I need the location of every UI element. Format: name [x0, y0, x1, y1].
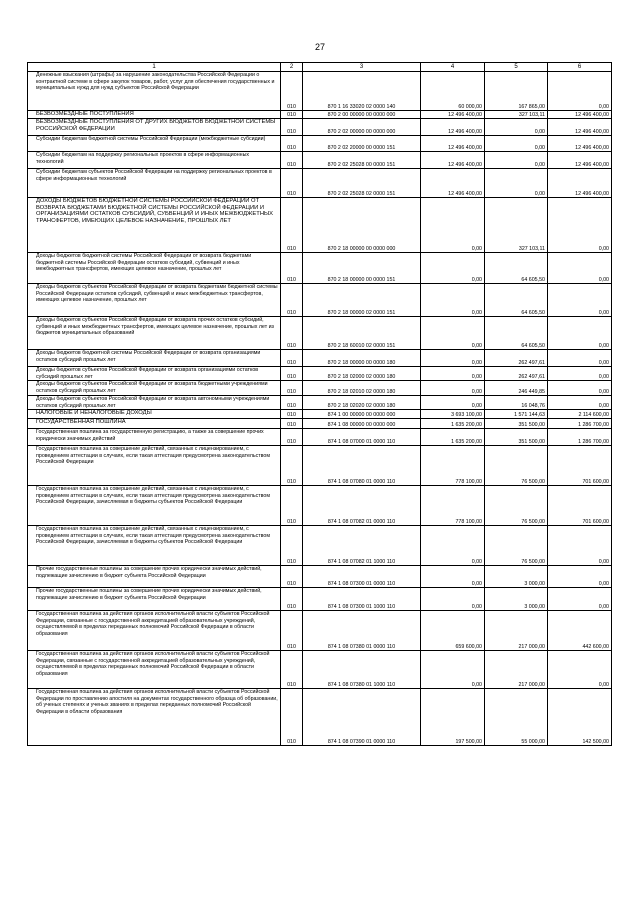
row-line-code-cell: 010 — [281, 198, 303, 253]
row-executed-cell: 217 000,00 — [485, 611, 548, 651]
row-remaining-cell: 0,00 — [548, 72, 612, 111]
row-line-code-cell: 010 — [281, 611, 303, 651]
row-line-code-cell: 010 — [281, 253, 303, 284]
row-name-text: Государственная пошлина за совершение действий, связанных с лицензированием, с проведением аттестации в случаях, если такая аттестация предусмотрена законодательством Российской Федерации, зачисляемая в бюджеты субъектов Российской Федерации — [36, 486, 271, 505]
table-row — [28, 253, 612, 284]
row-name-text: Доходы бюджетов субъектов Российской Федерации от возврата бюджетными учреждениями остатков субсидий прошлых лет — [36, 381, 268, 394]
row-name-cell — [28, 419, 281, 429]
row-executed-cell: 0,00 — [485, 152, 548, 169]
row-budget-code-cell: 870 2 02 25028 00 0000 151 — [303, 152, 421, 169]
row-name-cell — [28, 253, 281, 284]
row-name-cell — [28, 169, 281, 198]
row-budget-code-cell: 870 2 18 00000 00 0000 151 — [303, 253, 421, 284]
row-name-cell — [28, 486, 281, 526]
table-row — [28, 588, 612, 611]
table-row — [28, 486, 612, 526]
row-name-text: Государственная пошлина за совершение действий, связанных с лицензированием, с проведением аттестации в случаях, если такая аттестация предусмотрена законодательством Российской Федерации — [36, 446, 271, 465]
row-name-text: Государственная пошлина за действия органов исполнительной власти субъектов Российской Федерации по проставлению апостиля на документах государственного образца об образовании, об ученых степенях и ученых званиях в пределах переданных полномочий Российской Федерации в области образования — [36, 689, 278, 715]
row-name-cell — [28, 111, 281, 119]
row-plan-cell: 0,00 — [421, 588, 485, 611]
row-name-text: Субсидии бюджетам на поддержку региональных проектов в сфере информационных технологий — [36, 152, 250, 165]
row-executed-cell: 0,00 — [485, 119, 548, 136]
row-name-cell — [28, 566, 281, 588]
row-executed-cell: 0,00 — [485, 169, 548, 198]
row-name-text: Государственная пошлина за действия органов исполнительной власти субъектов Российской Федерации, связанные с государственной аккредитацией образовательных учреждений, осуществляемой в пределах переданных полномочий Российской Федерации в области образования — [36, 651, 270, 677]
row-name-cell — [28, 588, 281, 611]
row-executed-cell: 64 605,50 — [485, 317, 548, 350]
row-budget-code-cell: 874 1 08 00000 00 0000 000 — [303, 419, 421, 429]
row-name-cell — [28, 317, 281, 350]
row-name-cell — [28, 429, 281, 446]
table-row — [28, 396, 612, 410]
table-row — [28, 119, 612, 136]
row-line-code-cell: 010 — [281, 419, 303, 429]
row-plan-cell: 12 496 400,00 — [421, 119, 485, 136]
column-header: 3 — [303, 63, 421, 72]
row-plan-cell: 1 635 200,00 — [421, 429, 485, 446]
table-row — [28, 152, 612, 169]
row-name-text: Субсидии бюджетам бюджетной системы Российской Федерации (межбюджетные субсидии) — [36, 136, 266, 142]
row-line-code-cell: 010 — [281, 566, 303, 588]
row-name-cell — [28, 119, 281, 136]
table-row — [28, 446, 612, 486]
row-name-cell — [28, 284, 281, 317]
row-budget-code-cell: 874 1 08 07082 01 0000 110 — [303, 486, 421, 526]
row-line-code-cell: 010 — [281, 367, 303, 381]
row-budget-code-cell: 870 1 16 33020 02 0000 140 — [303, 72, 421, 111]
row-remaining-cell: 0,00 — [548, 381, 612, 396]
row-name-text: Доходы бюджетов субъектов Российской Федерации от возврата организациями остатков субсидий прошлых лет — [36, 367, 259, 380]
row-budget-code-cell: 874 1 08 07390 01 0000 110 — [303, 689, 421, 746]
column-header: 6 — [548, 63, 612, 72]
row-remaining-cell: 12 496 400,00 — [548, 136, 612, 152]
row-line-code-cell: 010 — [281, 317, 303, 350]
row-plan-cell: 0,00 — [421, 381, 485, 396]
row-name-text: БЕЗВОЗМЕЗДНЫЕ ПОСТУПЛЕНИЯ ОТ ДРУГИХ БЮДЖЕТОВ БЮДЖЕТНОЙ СИСТЕМЫ РОССИЙСКОЙ ФЕДЕРАЦИИ — [36, 119, 276, 132]
row-line-code-cell: 010 — [281, 446, 303, 486]
table-row — [28, 198, 612, 253]
row-executed-cell: 1 571 144,63 — [485, 410, 548, 419]
row-remaining-cell: 12 496 400,00 — [548, 152, 612, 169]
row-budget-code-cell: 870 2 02 20000 00 0000 151 — [303, 136, 421, 152]
table-row — [28, 284, 612, 317]
row-plan-cell: 197 500,00 — [421, 689, 485, 746]
row-executed-cell: 0,00 — [485, 136, 548, 152]
page-number: 27 — [314, 42, 325, 52]
row-name-cell — [28, 198, 281, 253]
row-budget-code-cell: 870 2 02 00000 00 0000 000 — [303, 119, 421, 136]
row-budget-code-cell: 874 1 08 07300 01 0000 110 — [303, 566, 421, 588]
row-line-code-cell: 010 — [281, 381, 303, 396]
row-name-cell — [28, 651, 281, 689]
table-row — [28, 429, 612, 446]
table-row — [28, 136, 612, 152]
row-name-text: Прочие государственные пошлины за совершение прочих юридически значимых действий, подлежащие зачислению в бюджет субъекта Российской Федерации — [36, 566, 262, 579]
row-plan-cell: 0,00 — [421, 367, 485, 381]
row-line-code-cell: 010 — [281, 588, 303, 611]
row-remaining-cell: 12 496 400,00 — [548, 111, 612, 119]
row-executed-cell: 76 500,00 — [485, 486, 548, 526]
row-name-cell — [28, 367, 281, 381]
row-name-text: Субсидии бюджетам субъектов Российской Федерации на поддержку региональных проектов в сфере информационных технологий — [36, 169, 272, 182]
column-header: 5 — [485, 63, 548, 72]
row-name-text: Государственная пошлина за государственную регистрацию, а также за совершение прочих юридически значимых действий — [36, 429, 264, 442]
table-row — [28, 526, 612, 566]
row-budget-code-cell: 870 2 18 02000 02 0000 180 — [303, 367, 421, 381]
row-name-text: НАЛОГОВЫЕ И НЕНАЛОГОВЫЕ ДОХОДЫ — [36, 410, 152, 416]
row-remaining-cell: 12 496 400,00 — [548, 119, 612, 136]
table-row — [28, 381, 612, 396]
row-line-code-cell: 010 — [281, 429, 303, 446]
row-remaining-cell: 0,00 — [548, 651, 612, 689]
row-remaining-cell: 0,00 — [548, 588, 612, 611]
table-row — [28, 367, 612, 381]
table-row — [28, 169, 612, 198]
row-plan-cell: 12 496 400,00 — [421, 152, 485, 169]
row-plan-cell: 60 000,00 — [421, 72, 485, 111]
row-line-code-cell: 010 — [281, 396, 303, 410]
row-line-code-cell: 010 — [281, 350, 303, 367]
table-row — [28, 611, 612, 651]
row-executed-cell: 55 000,00 — [485, 689, 548, 746]
row-name-text: ГОСУДАРСТВЕННАЯ ПОШЛИНА — [36, 419, 126, 425]
row-budget-code-cell: 870 2 02 25028 02 0000 151 — [303, 169, 421, 198]
row-name-text: БЕЗВОЗМЕЗДНЫЕ ПОСТУПЛЕНИЯ — [36, 111, 134, 117]
row-line-code-cell: 010 — [281, 152, 303, 169]
row-executed-cell: 76 500,00 — [485, 446, 548, 486]
row-name-cell — [28, 350, 281, 367]
row-plan-cell: 1 635 200,00 — [421, 419, 485, 429]
row-plan-cell: 659 600,00 — [421, 611, 485, 651]
row-line-code-cell: 010 — [281, 284, 303, 317]
row-name-cell — [28, 446, 281, 486]
revenue-table — [27, 62, 612, 746]
row-name-cell — [28, 152, 281, 169]
row-line-code-cell: 010 — [281, 410, 303, 419]
row-executed-cell: 64 605,50 — [485, 284, 548, 317]
column-header: 4 — [421, 63, 485, 72]
table-row — [28, 419, 612, 429]
row-remaining-cell: 0,00 — [548, 350, 612, 367]
row-remaining-cell: 0,00 — [548, 566, 612, 588]
row-remaining-cell: 701 600,00 — [548, 486, 612, 526]
row-executed-cell: 327 103,11 — [485, 111, 548, 119]
table-row — [28, 410, 612, 419]
row-budget-code-cell: 870 2 18 00000 00 0000 000 — [303, 198, 421, 253]
row-remaining-cell: 12 496 400,00 — [548, 169, 612, 198]
column-header: 2 — [281, 63, 303, 72]
row-plan-cell: 0,00 — [421, 350, 485, 367]
row-executed-cell: 3 000,00 — [485, 566, 548, 588]
row-budget-code-cell: 874 1 08 07380 01 1000 110 — [303, 651, 421, 689]
row-remaining-cell: 0,00 — [548, 526, 612, 566]
row-name-text: Доходы бюджетов бюджетной системы Российской Федерации от возврата бюджетами бюджетной системы Российской Федерации остатков субсидий, субвенций и иных межбюджетных трансфертов, имеющих целевое назначение, прошлых лет — [36, 253, 252, 272]
row-line-code-cell: 010 — [281, 526, 303, 566]
row-line-code-cell: 010 — [281, 689, 303, 746]
row-line-code-cell: 010 — [281, 119, 303, 136]
row-budget-code-cell: 874 1 08 07380 01 0000 110 — [303, 611, 421, 651]
row-budget-code-cell: 870 2 18 60010 02 0000 151 — [303, 317, 421, 350]
row-plan-cell: 12 496 400,00 — [421, 136, 485, 152]
row-remaining-cell: 0,00 — [548, 396, 612, 410]
row-plan-cell: 0,00 — [421, 253, 485, 284]
row-line-code-cell: 010 — [281, 111, 303, 119]
row-executed-cell: 76 500,00 — [485, 526, 548, 566]
row-name-cell — [28, 526, 281, 566]
row-remaining-cell: 0,00 — [548, 284, 612, 317]
row-executed-cell: 3 000,00 — [485, 588, 548, 611]
row-plan-cell: 0,00 — [421, 284, 485, 317]
row-plan-cell: 0,00 — [421, 526, 485, 566]
row-executed-cell: 16 048,76 — [485, 396, 548, 410]
row-remaining-cell: 0,00 — [548, 198, 612, 253]
row-budget-code-cell: 874 1 08 07300 01 1000 110 — [303, 588, 421, 611]
row-remaining-cell: 142 500,00 — [548, 689, 612, 746]
row-plan-cell: 778 100,00 — [421, 486, 485, 526]
row-name-text: Доходы бюджетов субъектов Российской Федерации от возврата автономными учреждениями остатков субсидий прошлых лет — [36, 396, 270, 409]
row-budget-code-cell: 870 2 18 00000 02 0000 151 — [303, 284, 421, 317]
row-budget-code-cell: 870 2 18 02010 02 0000 180 — [303, 381, 421, 396]
row-plan-cell: 12 496 400,00 — [421, 111, 485, 119]
row-name-cell — [28, 689, 281, 746]
row-executed-cell: 327 103,11 — [485, 198, 548, 253]
table-row — [28, 111, 612, 119]
row-plan-cell: 778 100,00 — [421, 446, 485, 486]
row-name-cell — [28, 410, 281, 419]
row-executed-cell: 351 500,00 — [485, 419, 548, 429]
row-plan-cell: 0,00 — [421, 651, 485, 689]
row-executed-cell: 246 449,85 — [485, 381, 548, 396]
row-budget-code-cell: 874 1 00 00000 00 0000 000 — [303, 410, 421, 419]
row-name-cell — [28, 611, 281, 651]
row-executed-cell: 351 500,00 — [485, 429, 548, 446]
row-name-text: Доходы бюджетов бюджетной системы Российской Федерации от возврата организациями остатков субсидий прошлых лет — [36, 350, 261, 363]
row-line-code-cell: 010 — [281, 169, 303, 198]
row-line-code-cell: 010 — [281, 72, 303, 111]
row-plan-cell: 3 693 100,00 — [421, 410, 485, 419]
row-name-text: Доходы бюджетов субъектов Российской Федерации от возврата бюджетами бюджетной системы Российской Федерации остатков субсидий, субвенций и иных межбюджетных трансфертов, имеющих целевое назначение, прошлых лет — [36, 284, 278, 303]
row-budget-code-cell: 870 2 18 02020 02 0000 180 — [303, 396, 421, 410]
row-budget-code-cell: 874 1 08 07000 01 0000 110 — [303, 429, 421, 446]
row-budget-code-cell: 874 1 08 07082 01 1000 110 — [303, 526, 421, 566]
row-line-code-cell: 010 — [281, 486, 303, 526]
row-name-text: Государственная пошлина за совершение действий, связанных с лицензированием, с проведением аттестации в случаях, если такая аттестация предусмотрена законодательством Российской Федерации, зачисляемая в бюджеты субъектов Российской Федерации — [36, 526, 271, 545]
row-name-cell — [28, 381, 281, 396]
row-name-text: Доходы бюджетов субъектов Российской Федерации от возврата прочих остатков субсидий, субвенций и иных межбюджетных трансфертов, имеющих целевое назначение, прошлых лет из бюджетов муниципальных образований — [36, 317, 274, 336]
row-executed-cell: 217 000,00 — [485, 651, 548, 689]
table-row — [28, 317, 612, 350]
row-plan-cell: 0,00 — [421, 317, 485, 350]
row-executed-cell: 64 605,50 — [485, 253, 548, 284]
row-name-text: Денежные взыскания (штрафы) за нарушение законодательства Российской Федерации о контрактной системе в сфере закупок товаров, работ, услуг для обеспечения государственных и муниципальных нужд для нужд субъектов Российской Федерации — [36, 72, 275, 91]
row-plan-cell: 0,00 — [421, 198, 485, 253]
row-budget-code-cell: 870 2 18 00000 00 0000 180 — [303, 350, 421, 367]
row-remaining-cell: 0,00 — [548, 317, 612, 350]
row-line-code-cell: 010 — [281, 651, 303, 689]
row-executed-cell: 167 865,00 — [485, 72, 548, 111]
row-budget-code-cell: 870 2 00 00000 00 0000 000 — [303, 111, 421, 119]
row-remaining-cell: 0,00 — [548, 253, 612, 284]
row-remaining-cell: 701 600,00 — [548, 446, 612, 486]
row-name-cell — [28, 136, 281, 152]
table-row — [28, 651, 612, 689]
table-row — [28, 689, 612, 746]
row-remaining-cell: 2 114 600,00 — [548, 410, 612, 419]
row-budget-code-cell: 874 1 08 07080 01 0000 110 — [303, 446, 421, 486]
table-row — [28, 566, 612, 588]
table-row — [28, 72, 612, 111]
row-remaining-cell: 1 286 700,00 — [548, 429, 612, 446]
row-line-code-cell: 010 — [281, 136, 303, 152]
row-executed-cell: 262 497,61 — [485, 367, 548, 381]
row-plan-cell: 0,00 — [421, 396, 485, 410]
table-header-row — [28, 63, 612, 72]
row-plan-cell: 0,00 — [421, 566, 485, 588]
row-name-text: ДОХОДЫ БЮДЖЕТОВ БЮДЖЕТНОЙ СИСТЕМЫ РОССИЙСКОЙ ФЕДЕРАЦИИ ОТ ВОЗВРАТА БЮДЖЕТАМИ БЮДЖЕТНОЙ СИСТЕМЫ РОССИЙСКОЙ ФЕДЕРАЦИИ И ОРГАНИЗАЦИЯМИ ОСТАТКОВ СУБСИДИЙ, СУБВЕНЦИЙ И ИНЫХ МЕЖБЮДЖЕТНЫХ ТРАНСФЕРТОВ, ИМЕЮЩИХ ЦЕЛЕВОЕ НАЗНАЧЕНИЕ, ПРОШЛЫХ ЛЕТ — [36, 198, 274, 224]
table-row — [28, 350, 612, 367]
row-plan-cell: 12 496 400,00 — [421, 169, 485, 198]
row-remaining-cell: 442 600,00 — [548, 611, 612, 651]
row-name-text: Государственная пошлина за действия органов исполнительной власти субъектов Российской Федерации, связанные с государственной аккредитацией образовательных учреждений, осуществляемой в пределах переданных полномочий Российской Федерации в области образования — [36, 611, 270, 637]
row-name-text: Прочие государственные пошлины за совершение прочих юридически значимых действий, подлежащие зачислению в бюджет субъекта Российской Федерации — [36, 588, 262, 601]
row-executed-cell: 262 497,61 — [485, 350, 548, 367]
row-name-cell — [28, 72, 281, 111]
row-name-cell — [28, 396, 281, 410]
column-header: 1 — [28, 63, 281, 72]
row-remaining-cell: 1 286 700,00 — [548, 419, 612, 429]
row-remaining-cell: 0,00 — [548, 367, 612, 381]
